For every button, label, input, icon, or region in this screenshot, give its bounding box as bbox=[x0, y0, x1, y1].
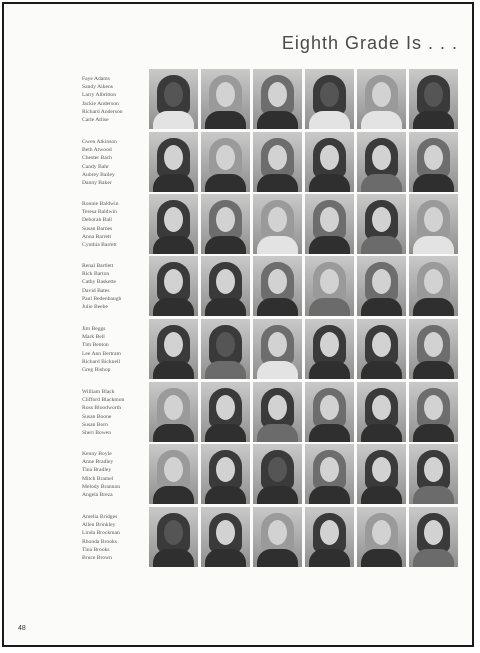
student-name: Paul Bedenbaugh bbox=[82, 295, 122, 302]
portrait-body bbox=[309, 424, 350, 442]
student-portrait bbox=[253, 256, 302, 316]
student-name: Deborah Ball bbox=[82, 217, 112, 224]
portrait-body bbox=[257, 424, 298, 442]
portrait-body bbox=[205, 174, 246, 192]
student-name: Tina Brooks bbox=[82, 546, 110, 553]
student-portrait bbox=[149, 69, 198, 129]
portrait-body bbox=[361, 361, 402, 379]
student-name: Aubrey Bailey bbox=[82, 171, 115, 178]
name-list bbox=[82, 200, 148, 249]
portrait-body bbox=[205, 236, 246, 254]
portrait-face bbox=[320, 82, 339, 107]
student-name: Candy Bahr bbox=[82, 163, 109, 170]
portrait-row bbox=[0, 69, 480, 129]
student-name: Teresa Baldwin bbox=[82, 209, 117, 216]
student-portrait bbox=[253, 69, 302, 129]
student-name: Susan Boone bbox=[82, 413, 112, 420]
student-name: Lee Ann Bertram bbox=[82, 350, 121, 357]
portrait-face bbox=[268, 395, 287, 420]
student-name: Gwen Atkinson bbox=[82, 139, 117, 145]
student-name: Greg Bishop bbox=[82, 367, 111, 374]
student-portrait bbox=[149, 132, 198, 192]
portrait-body bbox=[361, 486, 402, 504]
portrait-body bbox=[257, 111, 298, 129]
portrait-face bbox=[320, 395, 339, 420]
student-portrait bbox=[149, 507, 198, 567]
portrait-face bbox=[320, 145, 339, 170]
portrait-body bbox=[413, 236, 454, 254]
portrait-row bbox=[0, 382, 480, 442]
portrait-body bbox=[153, 174, 194, 192]
student-portrait bbox=[409, 444, 458, 504]
student-name: William Black bbox=[82, 389, 115, 395]
portrait-face bbox=[164, 269, 183, 294]
student-portrait bbox=[357, 194, 406, 254]
portrait-row bbox=[0, 507, 480, 567]
name-list bbox=[82, 513, 148, 562]
portrait-face bbox=[268, 520, 287, 545]
student-name: Clifford Blackmon bbox=[82, 397, 125, 404]
portrait-face bbox=[372, 82, 391, 107]
student-portrait bbox=[409, 132, 458, 192]
portrait-face bbox=[320, 207, 339, 232]
student-portrait bbox=[305, 319, 354, 379]
portrait-body bbox=[413, 298, 454, 316]
student-portrait bbox=[149, 444, 198, 504]
student-name: Kenny Boyle bbox=[82, 451, 112, 457]
portrait-body bbox=[309, 361, 350, 379]
portrait-face bbox=[164, 332, 183, 357]
portrait-body bbox=[205, 549, 246, 567]
student-name: Carle Atlise bbox=[82, 117, 109, 124]
student-name: Linda Brockman bbox=[82, 530, 120, 537]
portrait-face bbox=[372, 395, 391, 420]
portrait-face bbox=[424, 269, 443, 294]
portrait-body bbox=[205, 298, 246, 316]
portrait-body bbox=[205, 361, 246, 379]
student-name: Jackie Anderson bbox=[82, 100, 119, 107]
portrait-face bbox=[164, 82, 183, 107]
student-name: Renal Bartlett bbox=[82, 263, 114, 269]
portrait-body bbox=[257, 174, 298, 192]
student-portrait bbox=[201, 194, 250, 254]
portrait-face bbox=[268, 269, 287, 294]
student-name: Angela Breza bbox=[82, 492, 113, 499]
student-name: Anne Bradley bbox=[82, 459, 114, 466]
portrait-body bbox=[361, 174, 402, 192]
student-name: Tim Benton bbox=[82, 342, 109, 349]
portrait-body bbox=[309, 486, 350, 504]
portrait-body bbox=[257, 236, 298, 254]
portrait-body bbox=[257, 486, 298, 504]
portrait-row bbox=[0, 319, 480, 379]
name-list bbox=[82, 325, 148, 374]
student-name: Cynthia Barrett bbox=[82, 242, 117, 249]
student-name: Bruce Brown bbox=[82, 555, 112, 562]
portrait-face bbox=[424, 82, 443, 107]
portrait-body bbox=[153, 424, 194, 442]
portrait-face bbox=[320, 457, 339, 482]
student-portrait bbox=[201, 382, 250, 442]
portrait-face bbox=[424, 395, 443, 420]
portrait-body bbox=[153, 111, 194, 129]
portrait-body bbox=[153, 486, 194, 504]
student-portrait bbox=[409, 382, 458, 442]
student-name: Jim Beggs bbox=[82, 326, 106, 332]
student-name: Danny Baker bbox=[82, 180, 112, 187]
page-number: 48 bbox=[18, 625, 26, 632]
student-portrait bbox=[253, 132, 302, 192]
student-portrait bbox=[357, 132, 406, 192]
portrait-body bbox=[413, 486, 454, 504]
student-portrait bbox=[357, 319, 406, 379]
student-name: Anna Barrett bbox=[82, 233, 112, 240]
portrait-face bbox=[216, 207, 235, 232]
portrait-body bbox=[413, 424, 454, 442]
portrait-face bbox=[424, 520, 443, 545]
name-list bbox=[82, 75, 148, 124]
portrait-face bbox=[268, 457, 287, 482]
portrait-face bbox=[268, 82, 287, 107]
student-portrait bbox=[409, 194, 458, 254]
portrait-body bbox=[309, 111, 350, 129]
portrait-body bbox=[257, 298, 298, 316]
portrait-face bbox=[216, 457, 235, 482]
student-name: Julie Beebe bbox=[82, 304, 108, 311]
portrait-face bbox=[216, 520, 235, 545]
student-portrait bbox=[305, 382, 354, 442]
portrait-body bbox=[413, 549, 454, 567]
student-name: Cathy Baskette bbox=[82, 279, 117, 286]
portrait-row bbox=[0, 194, 480, 254]
portrait-face bbox=[320, 332, 339, 357]
student-portrait bbox=[409, 69, 458, 129]
student-portrait bbox=[357, 256, 406, 316]
student-name: Beth Atwood bbox=[82, 147, 112, 154]
student-portrait bbox=[357, 382, 406, 442]
student-portrait bbox=[253, 319, 302, 379]
portrait-body bbox=[205, 111, 246, 129]
student-portrait bbox=[149, 382, 198, 442]
student-portrait bbox=[409, 256, 458, 316]
student-name: Sheri Bowen bbox=[82, 430, 112, 437]
student-name: Tina Bradley bbox=[82, 467, 112, 474]
student-name: Larry Albritton bbox=[82, 92, 117, 99]
portrait-row bbox=[0, 444, 480, 504]
student-portrait bbox=[201, 319, 250, 379]
name-list bbox=[82, 262, 148, 311]
portrait-face bbox=[372, 269, 391, 294]
student-name: Richard Bicknell bbox=[82, 358, 121, 365]
name-list bbox=[82, 388, 148, 437]
portrait-body bbox=[413, 111, 454, 129]
portrait-body bbox=[257, 549, 298, 567]
portrait-row bbox=[0, 256, 480, 316]
student-name: Susan Barnes bbox=[82, 225, 113, 232]
portrait-body bbox=[361, 298, 402, 316]
portrait-face bbox=[424, 207, 443, 232]
student-portrait bbox=[201, 444, 250, 504]
portrait-body bbox=[309, 549, 350, 567]
student-portrait bbox=[149, 319, 198, 379]
portrait-face bbox=[320, 269, 339, 294]
portrait-face bbox=[268, 145, 287, 170]
student-portrait bbox=[253, 507, 302, 567]
student-name: Ronnie Baldwin bbox=[82, 201, 119, 207]
portrait-face bbox=[216, 269, 235, 294]
portrait-face bbox=[216, 395, 235, 420]
portrait-face bbox=[424, 332, 443, 357]
portrait-body bbox=[361, 236, 402, 254]
portrait-body bbox=[361, 549, 402, 567]
portrait-face bbox=[164, 457, 183, 482]
student-portrait bbox=[149, 194, 198, 254]
portrait-body bbox=[205, 486, 246, 504]
student-portrait bbox=[357, 507, 406, 567]
student-portrait bbox=[357, 69, 406, 129]
portrait-body bbox=[153, 549, 194, 567]
student-name: Mitch Bramel bbox=[82, 475, 114, 482]
portrait-face bbox=[372, 207, 391, 232]
portrait-face bbox=[164, 145, 183, 170]
portrait-face bbox=[216, 332, 235, 357]
student-name: David Bates bbox=[82, 287, 110, 294]
portrait-face bbox=[268, 332, 287, 357]
student-portrait bbox=[409, 507, 458, 567]
student-portrait bbox=[305, 132, 354, 192]
portrait-body bbox=[153, 298, 194, 316]
portrait-body bbox=[205, 424, 246, 442]
portrait-face bbox=[372, 145, 391, 170]
portrait-body bbox=[153, 236, 194, 254]
portrait-body bbox=[309, 236, 350, 254]
student-name: Sandy Aikens bbox=[82, 84, 113, 91]
student-portrait bbox=[201, 69, 250, 129]
student-name: Amelia Bridges bbox=[82, 514, 118, 520]
student-portrait bbox=[253, 194, 302, 254]
portrait-face bbox=[372, 457, 391, 482]
student-portrait bbox=[149, 256, 198, 316]
student-portrait bbox=[305, 194, 354, 254]
student-portrait bbox=[305, 256, 354, 316]
student-name: Melody Brannon bbox=[82, 483, 121, 490]
student-portrait bbox=[201, 507, 250, 567]
portrait-face bbox=[164, 520, 183, 545]
portrait-body bbox=[257, 361, 298, 379]
portrait-face bbox=[164, 207, 183, 232]
portrait-face bbox=[268, 207, 287, 232]
student-portrait bbox=[305, 444, 354, 504]
portrait-body bbox=[361, 111, 402, 129]
portrait-body bbox=[413, 361, 454, 379]
portrait-body bbox=[413, 174, 454, 192]
student-name: Allen Brinkley bbox=[82, 522, 116, 529]
student-portrait bbox=[305, 69, 354, 129]
portrait-body bbox=[153, 361, 194, 379]
portrait-face bbox=[424, 145, 443, 170]
portrait-face bbox=[372, 520, 391, 545]
portrait-face bbox=[424, 457, 443, 482]
student-portrait bbox=[253, 382, 302, 442]
student-name: Susan Born bbox=[82, 421, 108, 428]
page-title: Eighth Grade Is . . . bbox=[281, 33, 458, 53]
student-name: Rick Barton bbox=[82, 271, 110, 278]
portrait-body bbox=[361, 424, 402, 442]
portrait-body bbox=[309, 174, 350, 192]
student-name: Mark Bell bbox=[82, 334, 105, 341]
student-name: Richard Anderson bbox=[82, 108, 123, 115]
student-portrait bbox=[409, 319, 458, 379]
portrait-face bbox=[372, 332, 391, 357]
student-portrait bbox=[305, 507, 354, 567]
student-portrait bbox=[357, 444, 406, 504]
student-name: Chester Bach bbox=[82, 155, 112, 162]
portrait-face bbox=[216, 82, 235, 107]
student-name: Faye Adams bbox=[82, 76, 110, 82]
portrait-face bbox=[216, 145, 235, 170]
portrait-face bbox=[164, 395, 183, 420]
portrait-face bbox=[320, 520, 339, 545]
student-name: Rhonda Brooks bbox=[82, 538, 117, 545]
name-list bbox=[82, 138, 148, 187]
portrait-body bbox=[309, 298, 350, 316]
student-portrait bbox=[253, 444, 302, 504]
name-list bbox=[82, 450, 148, 499]
student-portrait bbox=[201, 256, 250, 316]
portrait-row bbox=[0, 132, 480, 192]
student-name: Ross Bloodworth bbox=[82, 405, 122, 412]
student-portrait bbox=[201, 132, 250, 192]
